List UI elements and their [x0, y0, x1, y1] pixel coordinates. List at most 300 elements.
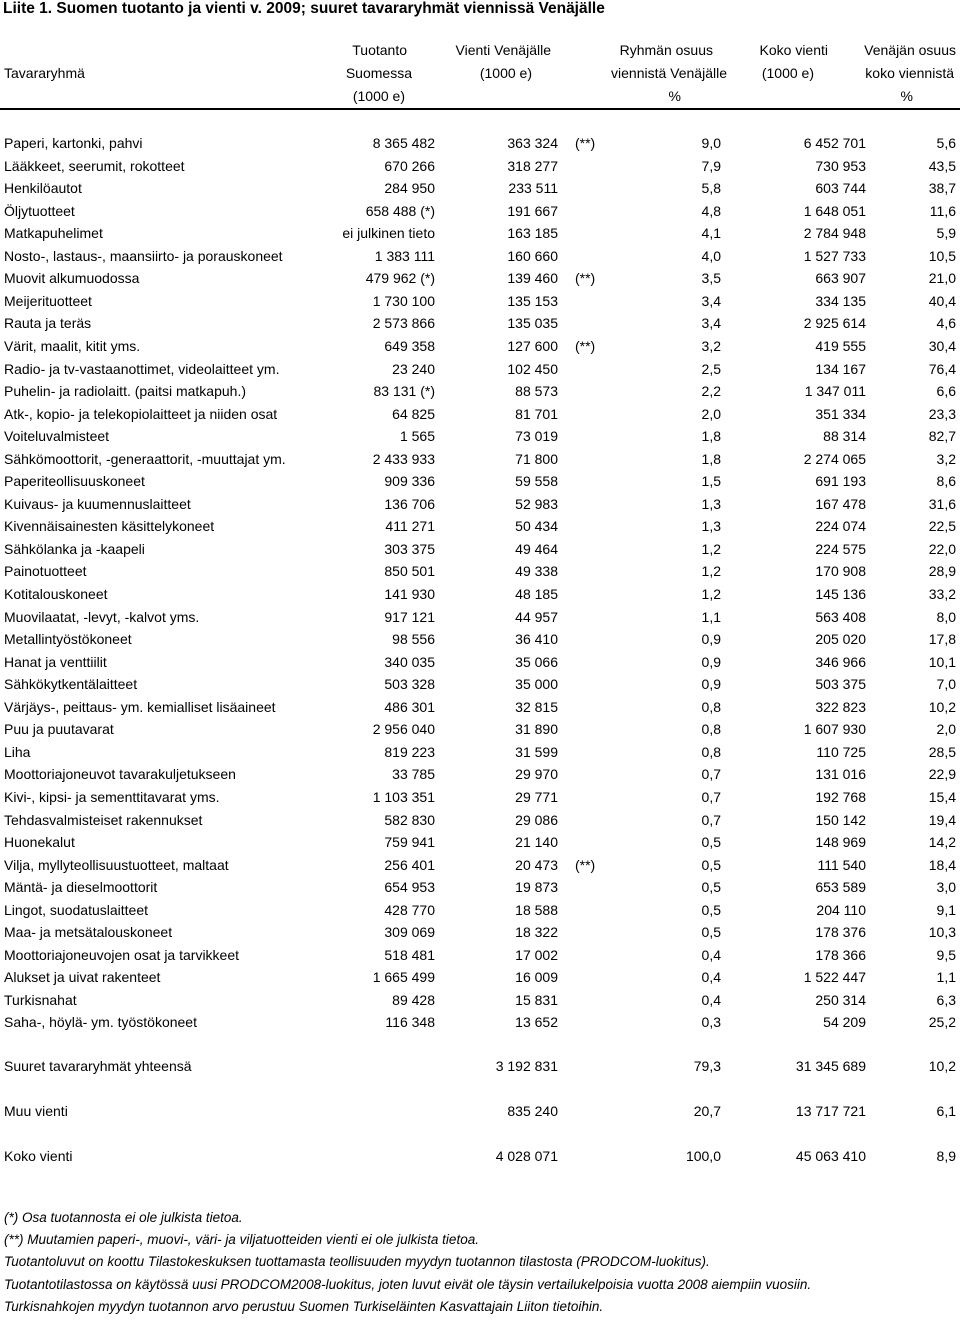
tuotanto-cell: 759 941: [384, 834, 435, 850]
vienti-cell: 59 558: [515, 473, 558, 489]
tavararyhma-cell: Tehdasvalmisteiset rakennukset: [4, 812, 203, 828]
venajan-osuus-cell: 8,9: [936, 1148, 956, 1164]
kokovienti-cell: 2 274 065: [803, 451, 866, 467]
table-row: [0, 222, 960, 244]
venajan-osuus-cell: 7,0: [936, 676, 956, 692]
vienti-cell: 31 599: [515, 744, 558, 760]
tuotanto-cell: 340 035: [384, 654, 435, 670]
tuotanto-cell: 1 383 111: [374, 248, 435, 264]
tuotanto-cell: 582 830: [384, 812, 435, 828]
header-tuotanto-line2: Suomessa: [345, 65, 412, 81]
footnote: (*) Osa tuotannosta ei ole julkista tietoa.: [4, 1210, 243, 1225]
kokovienti-cell: 178 366: [815, 947, 866, 963]
venajan-osuus-cell: 9,5: [936, 947, 956, 963]
tavararyhma-cell: Matkapuhelimet: [4, 225, 103, 241]
osuus-cell: 1,3: [701, 518, 721, 534]
osuus-cell: 4,0: [701, 248, 721, 264]
tuotanto-cell: 1 665 499: [372, 969, 435, 985]
tuotanto-cell: 284 950: [384, 180, 435, 196]
vienti-cell: 48 185: [515, 586, 558, 602]
vienti-cell: 4 028 071: [495, 1148, 558, 1164]
vienti-cell: 32 815: [515, 699, 558, 715]
kokovienti-cell: 170 908: [815, 563, 866, 579]
tuotanto-cell: 89 428: [392, 992, 435, 1008]
tuotanto-cell: 909 336: [384, 473, 435, 489]
table-row: [0, 425, 960, 447]
vienti-cell: 127 600: [507, 338, 558, 354]
table-row: [0, 358, 960, 380]
table-row: [0, 312, 960, 334]
tavararyhma-cell: Kotitalouskoneet: [4, 586, 108, 602]
venajan-osuus-cell: 6,6: [936, 383, 956, 399]
tavararyhma-cell: Voiteluvalmisteet: [4, 428, 110, 444]
kokovienti-cell: 1 607 930: [803, 721, 866, 737]
vienti-cell: 233 511: [508, 180, 558, 196]
vienti-cell: 835 240: [507, 1103, 558, 1119]
osuus-cell: 1,2: [701, 586, 721, 602]
kokovienti-cell: 204 110: [816, 902, 866, 918]
tuotanto-cell: 303 375: [384, 541, 435, 557]
tavararyhma-cell: Painotuotteet: [4, 563, 87, 579]
vienti-cell: 17 002: [515, 947, 558, 963]
header-vienti-line1: Vienti Venäjälle: [455, 42, 551, 58]
tavararyhma-cell: Moottoriajoneuvojen osat ja tarvikkeet: [4, 947, 240, 963]
venajan-osuus-cell: 22,9: [928, 766, 956, 782]
tavararyhma-cell: Nosto-, lastaus-, maansiirto- ja porauskoneet: [4, 248, 283, 264]
vienti-cell: 16 009: [515, 969, 558, 985]
table-row: [0, 267, 960, 289]
osuus-cell: 0,4: [701, 969, 721, 985]
tuotanto-cell: 479 962 (*): [365, 270, 435, 286]
table-row: [0, 718, 960, 740]
osuus-cell: 0,5: [701, 879, 721, 895]
tuotanto-cell: 917 121: [384, 609, 435, 625]
tavararyhma-cell: Sähkökytkentälaitteet: [4, 676, 138, 692]
table-row: [0, 335, 960, 357]
tuotanto-cell: 518 481: [384, 947, 435, 963]
tuotanto-cell: 83 131 (*): [373, 383, 435, 399]
osuus-cell: 2,2: [701, 383, 721, 399]
header-venajan-osuus-line3: %: [900, 88, 913, 104]
kokovienti-cell: 603 744: [815, 180, 866, 196]
vienti-cell: 160 660: [507, 248, 558, 264]
tuotanto-cell: 503 328: [384, 676, 435, 692]
tuotanto-cell: 136 706: [384, 496, 435, 512]
kokovienti-cell: 224 074: [815, 518, 866, 534]
table-row: [0, 177, 960, 199]
tavararyhma-cell: Metallintyöstökoneet: [4, 631, 132, 647]
osuus-cell: 0,8: [701, 721, 721, 737]
osuus-cell: 0,3: [701, 1014, 721, 1030]
vienti-cell: 163 185: [507, 225, 558, 241]
kokovienti-cell: 148 969: [815, 834, 866, 850]
vienti-cell: 318 277: [507, 158, 558, 174]
kokovienti-cell: 110 725: [816, 744, 866, 760]
vienti-cell: 102 450: [507, 361, 558, 377]
osuus-cell: 4,1: [701, 225, 721, 241]
kokovienti-cell: 250 314: [815, 992, 866, 1008]
venajan-osuus-cell: 14,2: [928, 834, 956, 850]
header-tuotanto-line1: Tuotanto: [352, 42, 407, 58]
osuus-cell: 0,4: [701, 992, 721, 1008]
tavararyhma-cell: Huonekalut: [4, 834, 75, 850]
tavararyhma-cell: Hanat ja venttiilit: [4, 654, 107, 670]
tavararyhma-cell: Koko vienti: [4, 1148, 73, 1164]
venajan-osuus-cell: 8,0: [936, 609, 956, 625]
table-row: [0, 606, 960, 628]
kokovienti-cell: 691 193: [815, 473, 866, 489]
vienti-cell: 49 338: [515, 563, 558, 579]
tavararyhma-cell: Muovilaatat, -levyt, -kalvot yms.: [4, 609, 200, 625]
table-row: [0, 944, 960, 966]
table-row: [0, 470, 960, 492]
tavararyhma-cell: Saha-, höylä- ym. työstökoneet: [4, 1014, 197, 1030]
kokovienti-cell: 205 020: [815, 631, 866, 647]
venajan-osuus-cell: 22,5: [928, 518, 956, 534]
vienti-cell: 81 701: [515, 406, 558, 422]
venajan-osuus-cell: 1,1: [936, 969, 956, 985]
osuus-cell: 4,8: [701, 203, 721, 219]
header-venajan-osuus-line2: koko viennistä: [865, 65, 954, 81]
kokovienti-cell: 145 136: [815, 586, 866, 602]
kokovienti-cell: 563 408: [815, 609, 866, 625]
osuus-cell: 20,7: [693, 1103, 721, 1119]
venajan-osuus-cell: 40,4: [928, 293, 956, 309]
table-row: [0, 763, 960, 785]
table-row: [0, 1011, 960, 1033]
osuus-cell: 0,9: [701, 676, 721, 692]
table-row: [0, 132, 960, 154]
vienti-cell: 139 460: [507, 270, 558, 286]
table-row: [0, 538, 960, 560]
tavararyhma-cell: Muovit alkumuodossa: [4, 270, 140, 286]
vienti-cell: 13 652: [515, 1014, 558, 1030]
kokovienti-cell: 134 167: [815, 361, 866, 377]
osuus-cell: 0,5: [701, 834, 721, 850]
venajan-osuus-cell: 31,6: [928, 496, 956, 512]
tuotanto-cell: 2 433 933: [372, 451, 435, 467]
tuotanto-cell: 64 825: [392, 406, 435, 422]
tuotanto-cell: 1 730 100: [372, 293, 435, 309]
tavararyhma-cell: Paperiteollisuuskoneet: [4, 473, 145, 489]
venajan-osuus-cell: 10,2: [928, 699, 956, 715]
total-row: [0, 1100, 960, 1122]
kokovienti-cell: 131 016: [815, 766, 866, 782]
vienti-cell: 35 000: [515, 676, 558, 692]
venajan-osuus-cell: 3,0: [936, 879, 956, 895]
vienti-cell: 49 464: [515, 541, 558, 557]
kokovienti-cell: 224 575: [815, 541, 866, 557]
osuus-cell: 3,2: [701, 338, 721, 354]
osuus-cell: 9,0: [701, 135, 721, 151]
venajan-osuus-cell: 25,2: [928, 1014, 956, 1030]
header-vienti-line2: (1000 e): [479, 65, 532, 81]
table-row: [0, 515, 960, 537]
table-row: [0, 493, 960, 515]
tavararyhma-cell: Moottoriajoneuvot tavarakuljetukseen: [4, 766, 236, 782]
venajan-osuus-cell: 82,7: [928, 428, 956, 444]
kokovienti-cell: 351 334: [815, 406, 866, 422]
flag-cell: (**): [575, 338, 596, 354]
tavararyhma-cell: Henkilöautot: [4, 180, 82, 196]
table-row: [0, 899, 960, 921]
footnote: (**) Muutamien paperi-, muovi-, väri- ja viljatuotteiden vienti ei ole julkista tietoa.: [4, 1232, 479, 1247]
osuus-cell: 3,5: [701, 270, 721, 286]
vienti-cell: 191 667: [507, 203, 558, 219]
osuus-cell: 0,8: [701, 744, 721, 760]
tavararyhma-cell: Lääkkeet, seerumit, rokotteet: [4, 158, 185, 174]
osuus-cell: 0,9: [701, 631, 721, 647]
vienti-cell: 31 890: [515, 721, 558, 737]
osuus-cell: 1,3: [701, 496, 721, 512]
header-tuotanto-line3: (1000 e): [352, 88, 405, 104]
tuotanto-cell: 1 103 351: [372, 789, 435, 805]
vienti-cell: 71 800: [515, 451, 558, 467]
tuotanto-cell: 141 930: [384, 586, 435, 602]
table-row: [0, 989, 960, 1011]
table-row: [0, 786, 960, 808]
footnote: Tuotantoluvut on koottu Tilastokeskuksen tuottamasta teollisuuden myydyn tuotannon tilastosta (PRODCOM-luokitus).: [4, 1254, 710, 1269]
header-tavararyhma: Tavararyhmä: [4, 65, 85, 81]
tuotanto-cell: 2 956 040: [372, 721, 435, 737]
osuus-cell: 7,9: [701, 158, 721, 174]
tavararyhma-cell: Mäntä- ja dieselmoottorit: [4, 879, 158, 895]
tavararyhma-cell: Alukset ja uivat rakenteet: [4, 969, 161, 985]
table-row: [0, 380, 960, 402]
venajan-osuus-cell: 6,3: [936, 992, 956, 1008]
venajan-osuus-cell: 8,6: [936, 473, 956, 489]
osuus-cell: 3,4: [701, 315, 721, 331]
flag-cell: (**): [575, 270, 596, 286]
tuotanto-cell: 2 573 866: [372, 315, 435, 331]
tuotanto-cell: 411 271: [385, 518, 435, 534]
table-row: [0, 854, 960, 876]
tavararyhma-cell: Muu vienti: [4, 1103, 68, 1119]
venajan-osuus-cell: 11,6: [929, 203, 956, 219]
kokovienti-cell: 663 907: [815, 270, 866, 286]
tuotanto-cell: 1 565: [399, 428, 435, 444]
vienti-cell: 18 588: [515, 902, 558, 918]
header-osuus-line1: Ryhmän osuus: [619, 42, 713, 58]
total-row: [0, 1055, 960, 1077]
tuotanto-cell: 850 501: [384, 563, 435, 579]
osuus-cell: 2,0: [701, 406, 721, 422]
tavararyhma-cell: Vilja, myllyteollisuustuotteet, maltaat: [4, 857, 229, 873]
osuus-cell: 1,1: [701, 609, 721, 625]
osuus-cell: 2,5: [701, 361, 721, 377]
tuotanto-cell: 116 348: [385, 1014, 435, 1030]
vienti-cell: 44 957: [515, 609, 558, 625]
vienti-cell: 3 192 831: [495, 1058, 558, 1074]
osuus-cell: 5,8: [701, 180, 721, 196]
vienti-cell: 73 019: [515, 428, 558, 444]
table-row: [0, 200, 960, 222]
osuus-cell: 0,4: [701, 947, 721, 963]
table-row: [0, 448, 960, 470]
venajan-osuus-cell: 18,4: [928, 857, 956, 873]
tavararyhma-cell: Turkisnahat: [4, 992, 77, 1008]
vienti-cell: 135 153: [507, 293, 558, 309]
table-row: [0, 651, 960, 673]
vienti-cell: 21 140: [515, 834, 558, 850]
tuotanto-cell: 428 770: [384, 902, 435, 918]
osuus-cell: 0,7: [701, 789, 721, 805]
venajan-osuus-cell: 19,4: [928, 812, 956, 828]
venajan-osuus-cell: 10,1: [928, 654, 956, 670]
venajan-osuus-cell: 4,6: [936, 315, 956, 331]
tavararyhma-cell: Liha: [4, 744, 31, 760]
kokovienti-cell: 1 522 447: [803, 969, 866, 985]
osuus-cell: 1,8: [701, 451, 721, 467]
kokovienti-cell: 503 375: [815, 676, 866, 692]
osuus-cell: 3,4: [701, 293, 721, 309]
table-row: [0, 583, 960, 605]
tavararyhma-cell: Maa- ja metsätalouskoneet: [4, 924, 173, 940]
osuus-cell: 0,5: [701, 857, 721, 873]
tavararyhma-cell: Meijerituotteet: [4, 293, 92, 309]
vienti-cell: 363 324: [507, 135, 558, 151]
tavararyhma-cell: Kuivaus- ja kuumennuslaitteet: [4, 496, 191, 512]
venajan-osuus-cell: 2,0: [936, 721, 956, 737]
table-row: [0, 696, 960, 718]
venajan-osuus-cell: 38,7: [928, 180, 956, 196]
header-kokovienti-line2: (1000 e): [761, 65, 814, 81]
tavararyhma-cell: Lingot, suodatuslaitteet: [4, 902, 148, 918]
page-title: Liite 1. Suomen tuotanto ja vienti v. 2009; suuret tavararyhmät viennissä Venäjälle: [3, 0, 605, 17]
venajan-osuus-cell: 30,4: [928, 338, 956, 354]
table-row: [0, 831, 960, 853]
header-divider: [0, 108, 960, 110]
vienti-cell: 15 831: [515, 992, 558, 1008]
tuotanto-cell: 8 365 482: [372, 135, 435, 151]
table-row: [0, 628, 960, 650]
kokovienti-cell: 1 347 011: [804, 383, 866, 399]
tavararyhma-cell: Öljytuotteet: [4, 203, 75, 219]
osuus-cell: 100,0: [685, 1148, 721, 1164]
osuus-cell: 0,7: [701, 766, 721, 782]
tavararyhma-cell: Kivi-, kipsi- ja sementtitavarat yms.: [4, 789, 220, 805]
tuotanto-cell: 486 301: [384, 699, 435, 715]
tuotanto-cell: 23 240: [392, 361, 435, 377]
tuotanto-cell: 819 223: [384, 744, 435, 760]
venajan-osuus-cell: 76,4: [928, 361, 956, 377]
vienti-cell: 52 983: [515, 496, 558, 512]
vienti-cell: 29 970: [515, 766, 558, 782]
kokovienti-cell: 653 589: [815, 879, 866, 895]
tavararyhma-cell: Suuret tavararyhmät yhteensä: [4, 1058, 192, 1074]
tuotanto-cell: 256 401: [384, 857, 435, 873]
kokovienti-cell: 1 648 051: [803, 203, 866, 219]
kokovienti-cell: 6 452 701: [803, 135, 866, 151]
venajan-osuus-cell: 23,3: [928, 406, 956, 422]
osuus-cell: 1,2: [701, 541, 721, 557]
tavararyhma-cell: Radio- ja tv-vastaanottimet, videolaitteet ym.: [4, 361, 280, 377]
vienti-cell: 135 035: [507, 315, 558, 331]
header-osuus-line3: %: [668, 88, 681, 104]
table-row: [0, 966, 960, 988]
osuus-cell: 0,8: [701, 699, 721, 715]
table-row: [0, 245, 960, 267]
table-row: [0, 876, 960, 898]
venajan-osuus-cell: 28,9: [928, 563, 956, 579]
kokovienti-cell: 730 953: [815, 158, 866, 174]
header-venajan-osuus-line1: Venäjän osuus: [864, 42, 956, 58]
footnote: Tuotantotilastossa on käytössä uusi PRODCOM2008-luokitus, joten luvut eivät ole täysin vertailukelpoisia vuotta 2008 aiempiin vuosiin.: [4, 1277, 812, 1292]
tavararyhma-cell: Sähkölanka ja -kaapeli: [4, 541, 145, 557]
tavararyhma-cell: Rauta ja teräs: [4, 315, 92, 331]
venajan-osuus-cell: 10,5: [928, 248, 956, 264]
tuotanto-cell: 309 069: [384, 924, 435, 940]
tavararyhma-cell: Kivennäisainesten käsittelykoneet: [4, 518, 215, 534]
vienti-cell: 19 873: [515, 879, 558, 895]
kokovienti-cell: 111 540: [817, 857, 866, 873]
venajan-osuus-cell: 6,1: [936, 1103, 956, 1119]
table-row: [0, 560, 960, 582]
kokovienti-cell: 1 527 733: [803, 248, 866, 264]
tavararyhma-cell: Sähkömoottorit, -generaattorit, -muuttajat ym.: [4, 451, 286, 467]
tavararyhma-cell: Puhelin- ja radiolaitt. (paitsi matkapuh.): [4, 383, 247, 399]
kokovienti-cell: 178 376: [815, 924, 866, 940]
tuotanto-cell: 649 358: [384, 338, 435, 354]
footnote: Turkisnahkojen myydyn tuotannon arvo perustuu Suomen Turkiseläinten Kasvattajain Liiton tietoihin.: [4, 1299, 604, 1314]
tuotanto-cell: 33 785: [392, 766, 435, 782]
osuus-cell: 0,9: [701, 654, 721, 670]
kokovienti-cell: 2 784 948: [803, 225, 866, 241]
venajan-osuus-cell: 33,2: [928, 586, 956, 602]
kokovienti-cell: 2 925 614: [803, 315, 866, 331]
venajan-osuus-cell: 17,8: [928, 631, 956, 647]
kokovienti-cell: 167 478: [815, 496, 866, 512]
venajan-osuus-cell: 28,5: [928, 744, 956, 760]
vienti-cell: 88 573: [515, 383, 558, 399]
table-row: [0, 290, 960, 312]
tavararyhma-cell: Värit, maalit, kitit yms.: [4, 338, 141, 354]
venajan-osuus-cell: 10,2: [928, 1058, 956, 1074]
osuus-cell: 0,5: [701, 924, 721, 940]
tavararyhma-cell: Atk-, kopio- ja telekopiolaitteet ja niiden osat: [4, 406, 278, 422]
kokovienti-cell: 346 966: [815, 654, 866, 670]
osuus-cell: 1,5: [701, 473, 721, 489]
vienti-cell: 50 434: [515, 518, 558, 534]
kokovienti-cell: 54 209: [823, 1014, 866, 1030]
kokovienti-cell: 192 768: [815, 789, 866, 805]
osuus-cell: 1,2: [701, 563, 721, 579]
osuus-cell: 0,7: [701, 812, 721, 828]
flag-cell: (**): [575, 857, 596, 873]
tavararyhma-cell: Puu ja puutavarat: [4, 721, 114, 737]
kokovienti-cell: 150 142: [815, 812, 866, 828]
osuus-cell: 0,5: [701, 902, 721, 918]
table-row: [0, 403, 960, 425]
table-row: [0, 155, 960, 177]
table-row: [0, 673, 960, 695]
tuotanto-cell: ei julkinen tieto: [342, 225, 435, 241]
kokovienti-cell: 322 823: [815, 699, 866, 715]
venajan-osuus-cell: 22,0: [928, 541, 956, 557]
venajan-osuus-cell: 21,0: [928, 270, 956, 286]
tavararyhma-cell: Paperi, kartonki, pahvi: [4, 135, 143, 151]
vienti-cell: 29 771: [515, 789, 558, 805]
kokovienti-cell: 419 555: [815, 338, 866, 354]
vienti-cell: 29 086: [515, 812, 558, 828]
kokovienti-cell: 334 135: [815, 293, 866, 309]
kokovienti-cell: 88 314: [823, 428, 866, 444]
tavararyhma-cell: Värjäys-, peittaus- ym. kemialliset lisäaineet: [4, 699, 276, 715]
flag-cell: (**): [575, 135, 596, 151]
osuus-cell: 1,8: [701, 428, 721, 444]
table-row: [0, 809, 960, 831]
venajan-osuus-cell: 5,6: [936, 135, 956, 151]
